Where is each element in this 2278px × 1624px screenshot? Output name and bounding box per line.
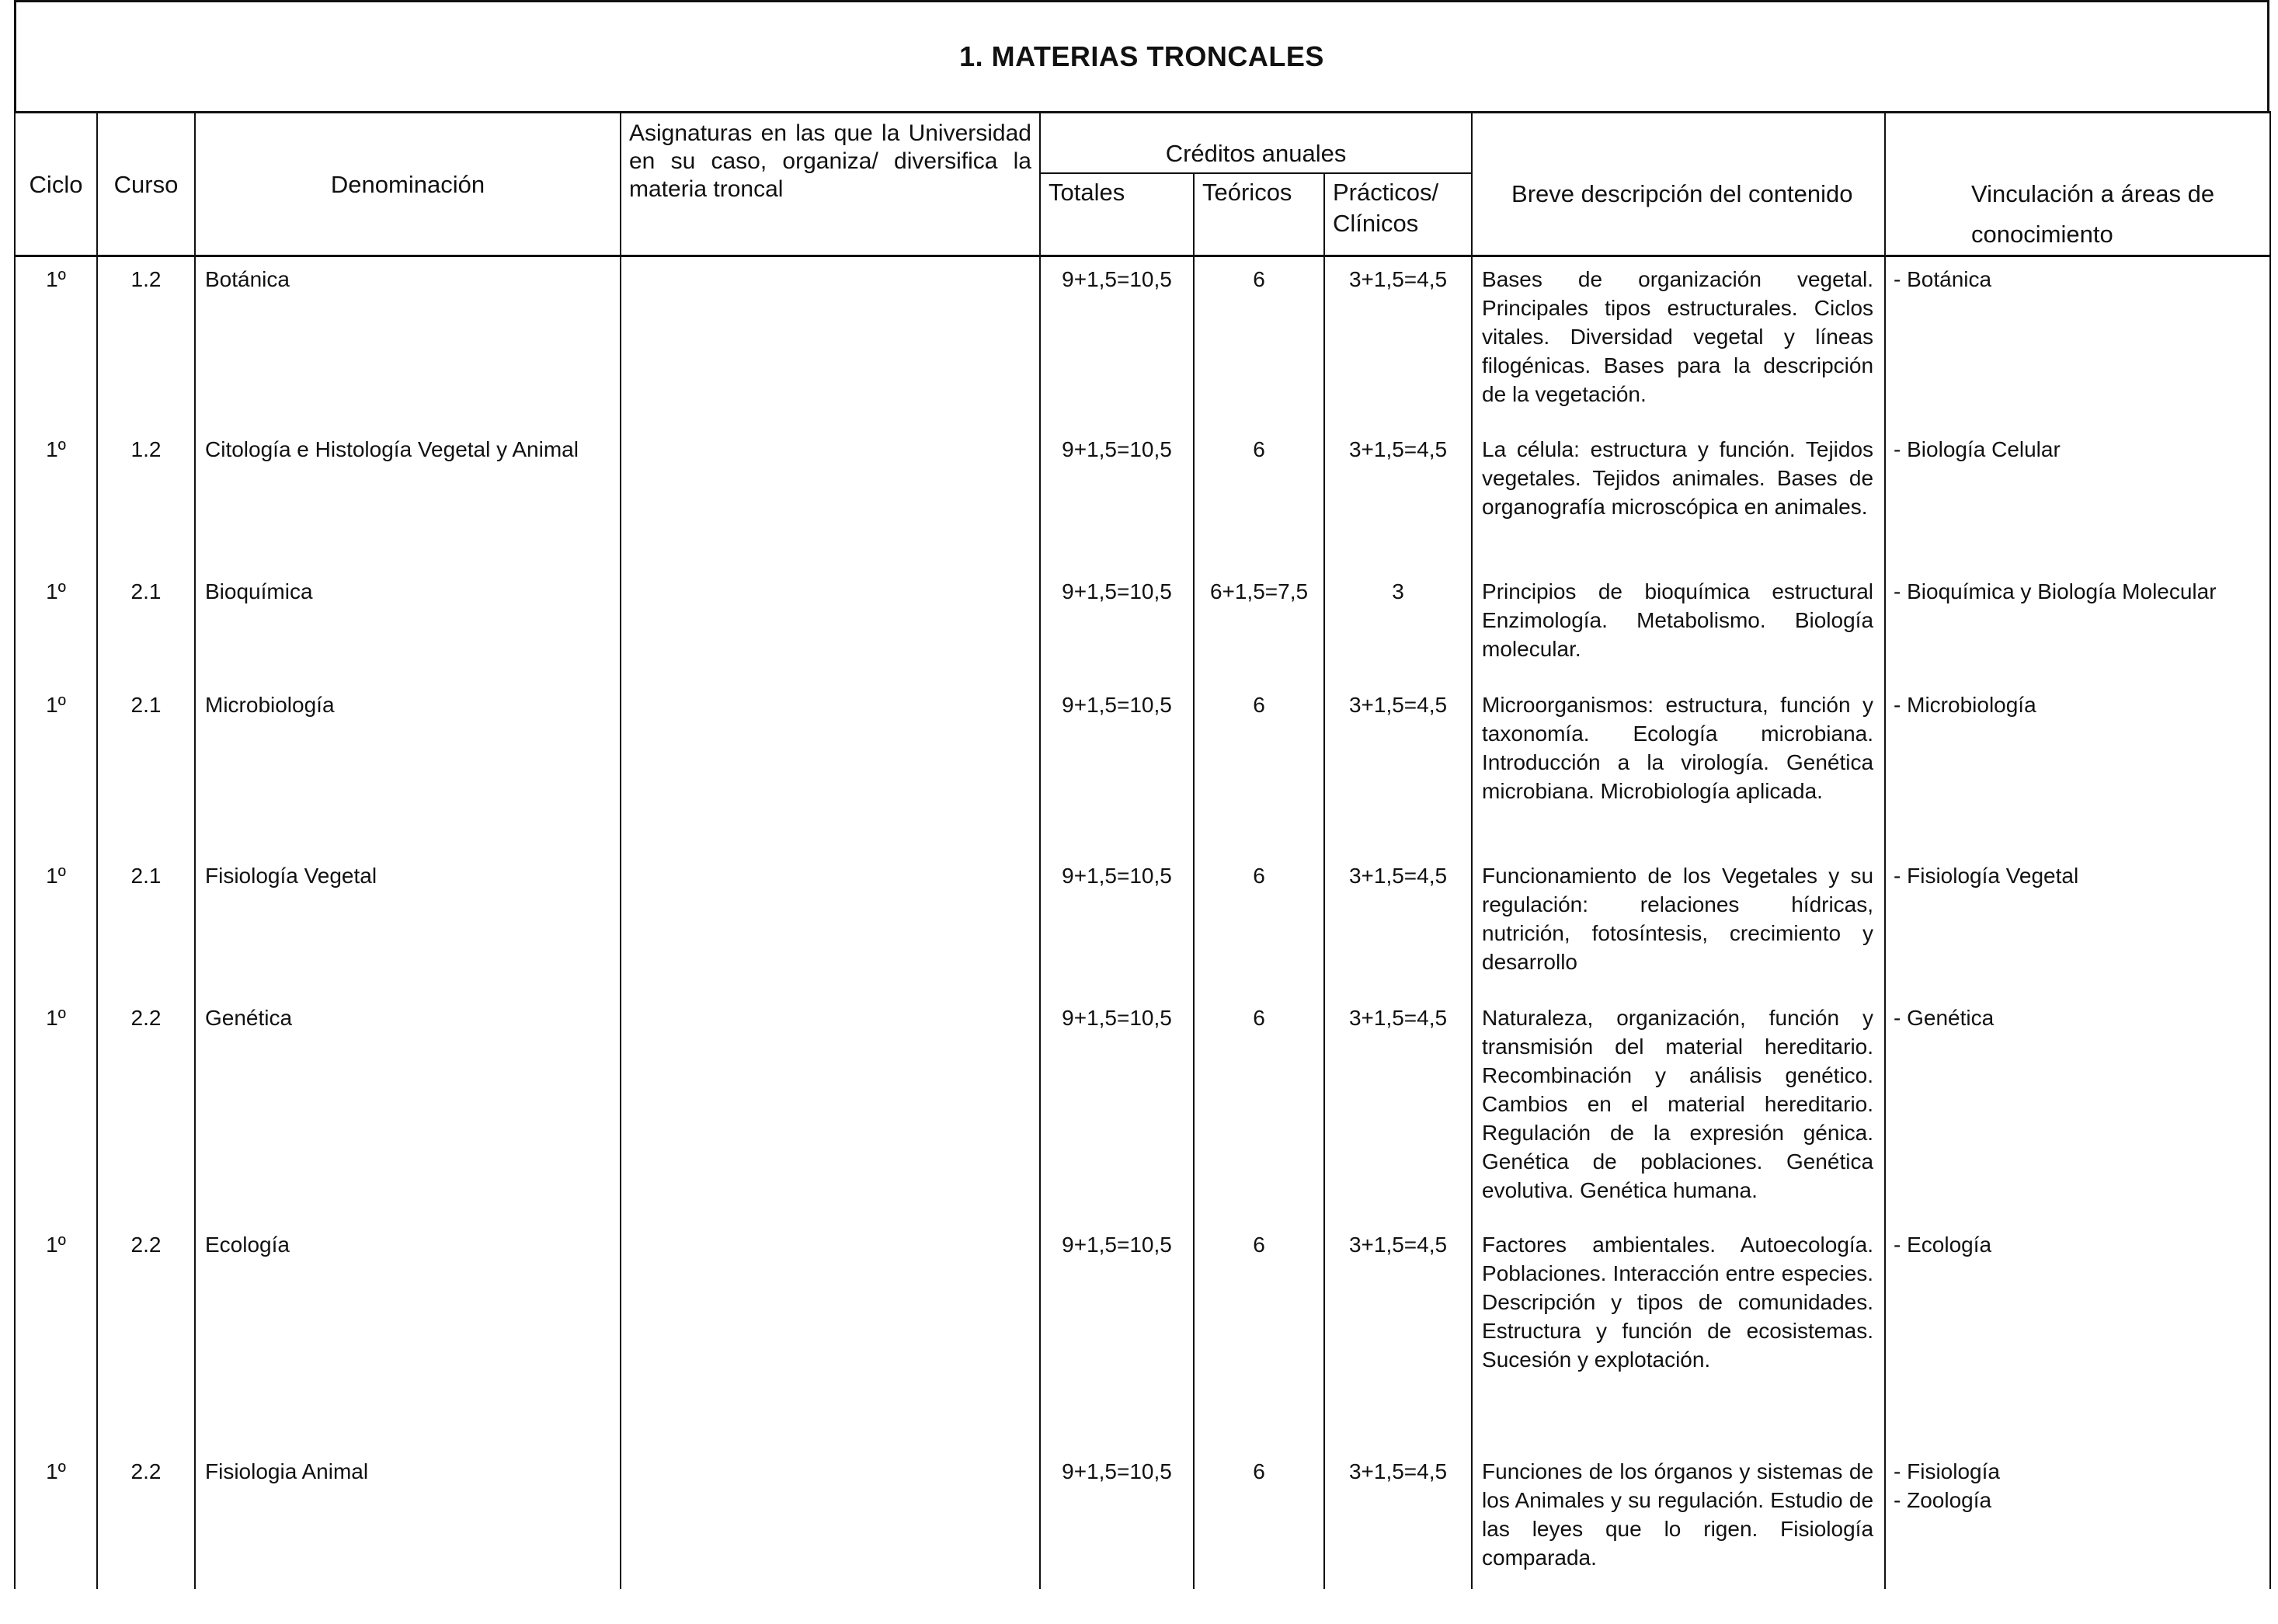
vinculacion-item: - Biología Celular	[1894, 436, 2061, 461]
vinculacion-item: - Ecología	[1894, 1232, 1992, 1257]
title-box	[14, 0, 2269, 111]
cell-asignaturas	[621, 1222, 1040, 1449]
header-teoricos: Teóricos	[1194, 173, 1324, 256]
cell-asignaturas	[621, 854, 1040, 996]
cell-practicos: 3+1,5=4,5	[1324, 427, 1472, 569]
cell-ciclo: 1º	[15, 256, 97, 427]
cell-denominacion: Genética	[195, 996, 621, 1222]
cell-teoricos: 6	[1194, 256, 1324, 427]
cell-curso: 2.2	[97, 1222, 195, 1449]
cell-vinculacion	[1885, 1449, 2270, 1589]
cell-vinculacion	[1885, 256, 2270, 427]
cell-totales: 9+1,5=10,5	[1040, 683, 1194, 854]
cell-teoricos: 6+1,5=7,5	[1194, 569, 1324, 683]
cell-ciclo: 1º	[15, 683, 97, 854]
cell-asignaturas	[621, 996, 1040, 1222]
cell-asignaturas	[621, 256, 1040, 427]
cell-curso: 1.2	[97, 256, 195, 427]
cell-vinculacion	[1885, 427, 2270, 569]
cell-totales: 9+1,5=10,5	[1040, 854, 1194, 996]
table-row	[15, 256, 2270, 427]
vinculacion-item: - Fisiología	[1894, 1459, 2000, 1483]
cell-ciclo: 1º	[15, 854, 97, 996]
cell-descripcion: Funcionamiento de los Vegetales y su regulación: relaciones hídricas, nutrición, fotosíntesis, crecimiento y desarrollo	[1472, 854, 1885, 996]
header-curso: Curso	[97, 113, 195, 256]
cell-practicos: 3+1,5=4,5	[1324, 854, 1472, 996]
cell-ciclo: 1º	[15, 427, 97, 569]
cell-curso: 2.2	[97, 1449, 195, 1589]
table-row	[15, 1222, 2270, 1449]
cell-asignaturas	[621, 1449, 1040, 1589]
cell-vinculacion	[1885, 1222, 2270, 1449]
header-ciclo: Ciclo	[15, 113, 97, 256]
cell-descripcion: Microorganismos: estructura, función y taxonomía. Ecología microbiana. Introducción a la virología. Genética microbiana. Microbiología aplicada.	[1472, 683, 1885, 854]
cell-totales: 9+1,5=10,5	[1040, 427, 1194, 569]
vinculacion-item: - Bioquímica y Biología Molecular	[1894, 579, 2217, 603]
cell-practicos: 3+1,5=4,5	[1324, 1222, 1472, 1449]
cell-descripcion: Factores ambientales. Autoecología. Poblaciones. Interacción entre especies. Descripción y tipos de comunidades. Estructura y función de ecosistemas. Sucesión y explotación.	[1472, 1222, 1885, 1449]
header-totales: Totales	[1040, 173, 1194, 256]
cell-denominacion: Fisiologia Animal	[195, 1449, 621, 1589]
cell-teoricos: 6	[1194, 996, 1324, 1222]
document-page	[14, 0, 2273, 1624]
vinculacion-item: - Genética	[1894, 1005, 1995, 1030]
cell-descripcion: Funciones de los órganos y sistemas de los Animales y su regulación. Estudio de las leyes que lo rigen. Fisiología comparada.	[1472, 1449, 1885, 1589]
vinculacion-item: - Fisiología Vegetal	[1894, 863, 2079, 888]
cell-ciclo: 1º	[15, 996, 97, 1222]
cell-totales: 9+1,5=10,5	[1040, 256, 1194, 427]
cell-ciclo: 1º	[15, 569, 97, 683]
table-row	[15, 683, 2270, 854]
header-descripcion: Breve descripción del contenido	[1472, 113, 1885, 256]
vinculacion-item: - Microbiología	[1894, 692, 2036, 717]
cell-totales: 9+1,5=10,5	[1040, 996, 1194, 1222]
cell-ciclo: 1º	[15, 1222, 97, 1449]
cell-descripcion: Principios de bioquímica estructural Enzimología. Metabolismo. Biología molecular.	[1472, 569, 1885, 683]
cell-denominacion: Bioquímica	[195, 569, 621, 683]
cell-vinculacion	[1885, 854, 2270, 996]
cell-descripcion: Naturaleza, organización, función y transmisión del material hereditario. Recombinación y análisis genético. Cambios en el material hereditario. Regulación de la expresión génica. Genética de poblaciones. Genética evolutiva. Genética humana.	[1472, 996, 1885, 1222]
cell-totales: 9+1,5=10,5	[1040, 1222, 1194, 1449]
cell-ciclo: 1º	[15, 1449, 97, 1589]
cell-totales: 9+1,5=10,5	[1040, 1449, 1194, 1589]
cell-denominacion: Microbiología	[195, 683, 621, 854]
cell-teoricos: 6	[1194, 854, 1324, 996]
cell-practicos: 3+1,5=4,5	[1324, 683, 1472, 854]
cell-practicos: 3	[1324, 569, 1472, 683]
vinculacion-item: - Botánica	[1894, 267, 1992, 291]
cell-denominacion: Fisiología Vegetal	[195, 854, 621, 996]
cell-curso: 2.1	[97, 683, 195, 854]
header-row	[15, 113, 2270, 174]
materias-table	[14, 111, 2271, 1589]
table-row	[15, 854, 2270, 996]
cell-curso: 1.2	[97, 427, 195, 569]
header-asignaturas: Asignaturas en las que la Universidad en su caso, organiza/ diversifica la materia troncal	[621, 113, 1040, 256]
header-creditos-anuales: Créditos anuales	[1040, 113, 1472, 174]
cell-curso: 2.2	[97, 996, 195, 1222]
cell-vinculacion	[1885, 683, 2270, 854]
page-title: 1. MATERIAS TRONCALES	[959, 40, 1324, 72]
cell-teoricos: 6	[1194, 427, 1324, 569]
cell-teoricos: 6	[1194, 1449, 1324, 1589]
header-denominacion: Denominación	[195, 113, 621, 256]
cell-descripcion: La célula: estructura y función. Tejidos vegetales. Tejidos animales. Bases de organografía microscópica en animales.	[1472, 427, 1885, 569]
header-vinculacion: Vinculación a áreas de conocimiento	[1885, 113, 2270, 256]
cell-practicos: 3+1,5=4,5	[1324, 996, 1472, 1222]
cell-descripcion: Bases de organización vegetal. Principales tipos estructurales. Ciclos vitales. Diversidad vegetal y líneas filogénicas. Bases para la descripción de la vegetación.	[1472, 256, 1885, 427]
cell-asignaturas	[621, 427, 1040, 569]
cell-curso: 2.1	[97, 854, 195, 996]
cell-practicos: 3+1,5=4,5	[1324, 256, 1472, 427]
cell-teoricos: 6	[1194, 683, 1324, 854]
cell-denominacion: Citología e Histología Vegetal y Animal	[195, 427, 621, 569]
table-row	[15, 1449, 2270, 1589]
cell-totales: 9+1,5=10,5	[1040, 569, 1194, 683]
cell-asignaturas	[621, 569, 1040, 683]
table-row	[15, 427, 2270, 569]
cell-teoricos: 6	[1194, 1222, 1324, 1449]
cell-asignaturas	[621, 683, 1040, 854]
cell-denominacion: Botánica	[195, 256, 621, 427]
cell-curso: 2.1	[97, 569, 195, 683]
cell-denominacion: Ecología	[195, 1222, 621, 1449]
cell-practicos: 3+1,5=4,5	[1324, 1449, 1472, 1589]
cell-vinculacion	[1885, 996, 2270, 1222]
header-practicos: Prácticos/ Clínicos	[1324, 173, 1472, 256]
table-row	[15, 569, 2270, 683]
vinculacion-item: - Zoología	[1894, 1487, 1992, 1512]
table-row	[15, 996, 2270, 1222]
cell-vinculacion	[1885, 569, 2270, 683]
